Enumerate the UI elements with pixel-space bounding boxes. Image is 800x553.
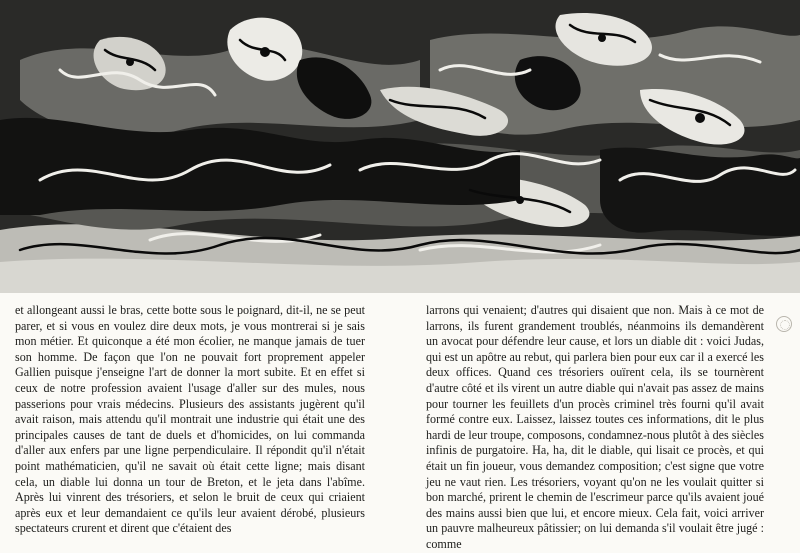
- text-column-right: [426, 303, 764, 553]
- library-stamp-icon: [776, 316, 792, 332]
- paragraph-right: larrons qui venaient; d'autres qui disaient que non. Mais à ce mot de larrons, ils furent grandement troublés, néanmoins ils demandèrent un avocat pour défendre leur cause, et lors un diable dit : voici Judas, qui est un apôtre au rebut, qui parlera bien pour eux car il a exercé les deux offices. Quand ces trésoriers ouïrent cela, ils se tournèrent d'autre côté et ils virent un autre diable qui n'avait pas assez de mains pour tourner les feuillets d'un procès criminel très fourni qu'il avait formé contre eux. Laissez, laissez toutes ces informations, dit le plus hardi de leur troupe, composons, condamnez-nous plutôt à des siècles infinis de purgatoire. Ha, ha, dit le diable, qui lisait ce procès, et qui était un fin joueur, vous demandez composition; c'est signe que votre jeu ne vaut rien. Les trésoriers, voyant qu'on ne les voulait quitter si bon marché, prirent le chemin de l'escrimeur parce qu'ils avaient joué des mains aussi bien que lui, et encore mieux. Cela fait, voici arriver un pauvre malheureux pâtissier; on lui demanda s'il voulait être jugé : comme: [426, 303, 764, 551]
- text-column-left: [15, 303, 365, 537]
- paragraph-left: et allongeant aussi le bras, cette botte sous le poignard, dit-il, ne se peut parer, et si vous en voulez dire deux mots, je vous montrerai si je sais mon métier. Et quiconque a été mon écolier, ne manque jamais de tuer son homme. De façon que l'on ne pouvait fort proprement appeler Gallien puisque j'enseigne l'art de donner la mort subite. Et en effet si ceux de notre profession avaient l'usage d'aller sur des mules, nous passerions pour vrais médecins. Plusieurs des assistants jugèrent qu'il avait raison, mais attendu qu'il montrait une industrie qui était une des principales causes de tant de duels et d'homicides, on lui commanda d'aller aux enfers par une ligne perpendiculaire. Il répondit qu'il n'était point mathématicien, qu'il ne savait où était cette ligne; mais disant cela, un diable lui donna un tour de Breton, et le jeta dans l'abîme. Après lui vinrent des trésoriers, et selon le bruit de ceux qui criaient après eux et leur demandaient ce qu'ils leur avaient dérobé, plusieurs spectateurs crurent et dirent que c'étaient des: [15, 303, 365, 536]
